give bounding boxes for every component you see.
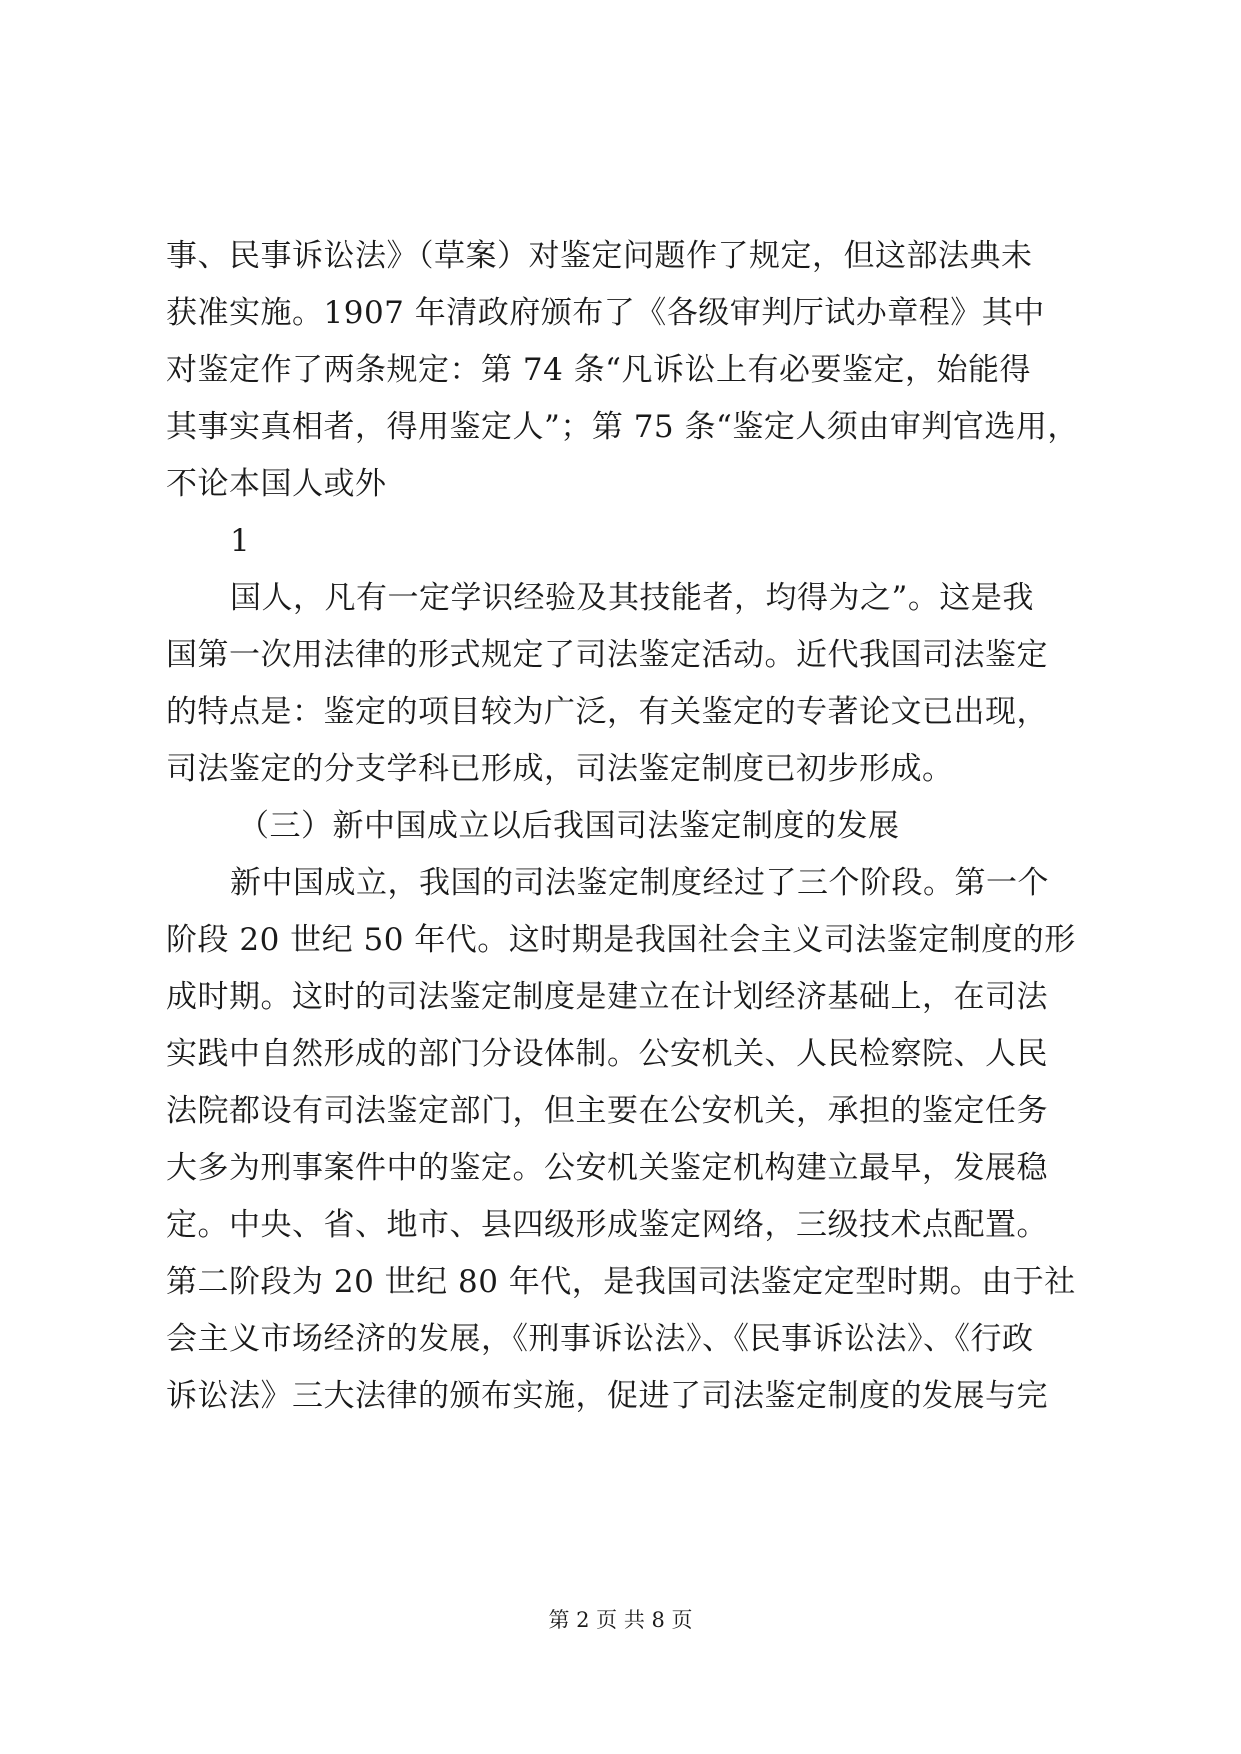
text-line: 法院都设有司法鉴定部门，但主要在公安机关，承担的鉴定任务 xyxy=(166,1093,1048,1129)
text-line: 定。中央、省、地市、县四级形成鉴定网络，三级技术点配置。 xyxy=(166,1207,1048,1243)
document-body xyxy=(166,228,1079,1425)
text-line: 的特点是：鉴定的项目较为广泛，有关鉴定的专著论文已出现， xyxy=(166,694,1048,730)
text-line: 诉讼法》三大法律的颁布实施，促进了司法鉴定制度的发展与完 xyxy=(166,1378,1048,1414)
section-heading: （三）新中国成立以后我国司法鉴定制度的发展 xyxy=(238,808,900,844)
text-line: 成时期。这时的司法鉴定制度是建立在计划经济基础上，在司法 xyxy=(166,979,1048,1015)
text-line: 对鉴定作了两条规定：第 74 条“凡诉讼上有必要鉴定，始能得 xyxy=(166,352,1031,388)
text-line: 司法鉴定的分支学科已形成，司法鉴定制度已初步形成。 xyxy=(166,751,954,787)
text-line: 其事实真相者，得用鉴定人”；第 75 条“鉴定人须由审判官选用， xyxy=(166,409,1079,445)
text-line: 阶段 20 世纪 50 年代。这时期是我国社会主义司法鉴定制度的形 xyxy=(166,922,1076,958)
text-line: 国第一次用法律的形式规定了司法鉴定活动。近代我国司法鉴定 xyxy=(166,637,1048,673)
text-line: 会主义市场经济的发展，《刑事诉讼法》、《民事诉讼法》、《行政 xyxy=(166,1321,1034,1357)
text-line: 大多为刑事案件中的鉴定。公安机关鉴定机构建立最早，发展稳 xyxy=(166,1150,1048,1186)
text-line: 不论本国人或外 xyxy=(166,466,387,502)
page-number-footer: 第 2 页 共 8 页 xyxy=(548,1608,693,1632)
text-line: 实践中自然形成的部门分设体制。公安机关、人民检察院、人民 xyxy=(166,1036,1048,1072)
text-line: 获准实施。1907 年清政府颁布了《各级审判厅试办章程》其中 xyxy=(166,295,1045,331)
text-line: 事、民事诉讼法》（草案）对鉴定问题作了规定，但这部法典未 xyxy=(166,238,1033,274)
footnote-marker: 1 xyxy=(230,523,251,559)
paragraph-start: 国人，凡有一定学识经验及其技能者，均得为之”。这是我 xyxy=(230,580,1034,616)
text-line: 第二阶段为 20 世纪 80 年代，是我国司法鉴定定型时期。由于社 xyxy=(166,1264,1076,1300)
paragraph-start: 新中国成立，我国的司法鉴定制度经过了三个阶段。第一个 xyxy=(230,865,1049,901)
